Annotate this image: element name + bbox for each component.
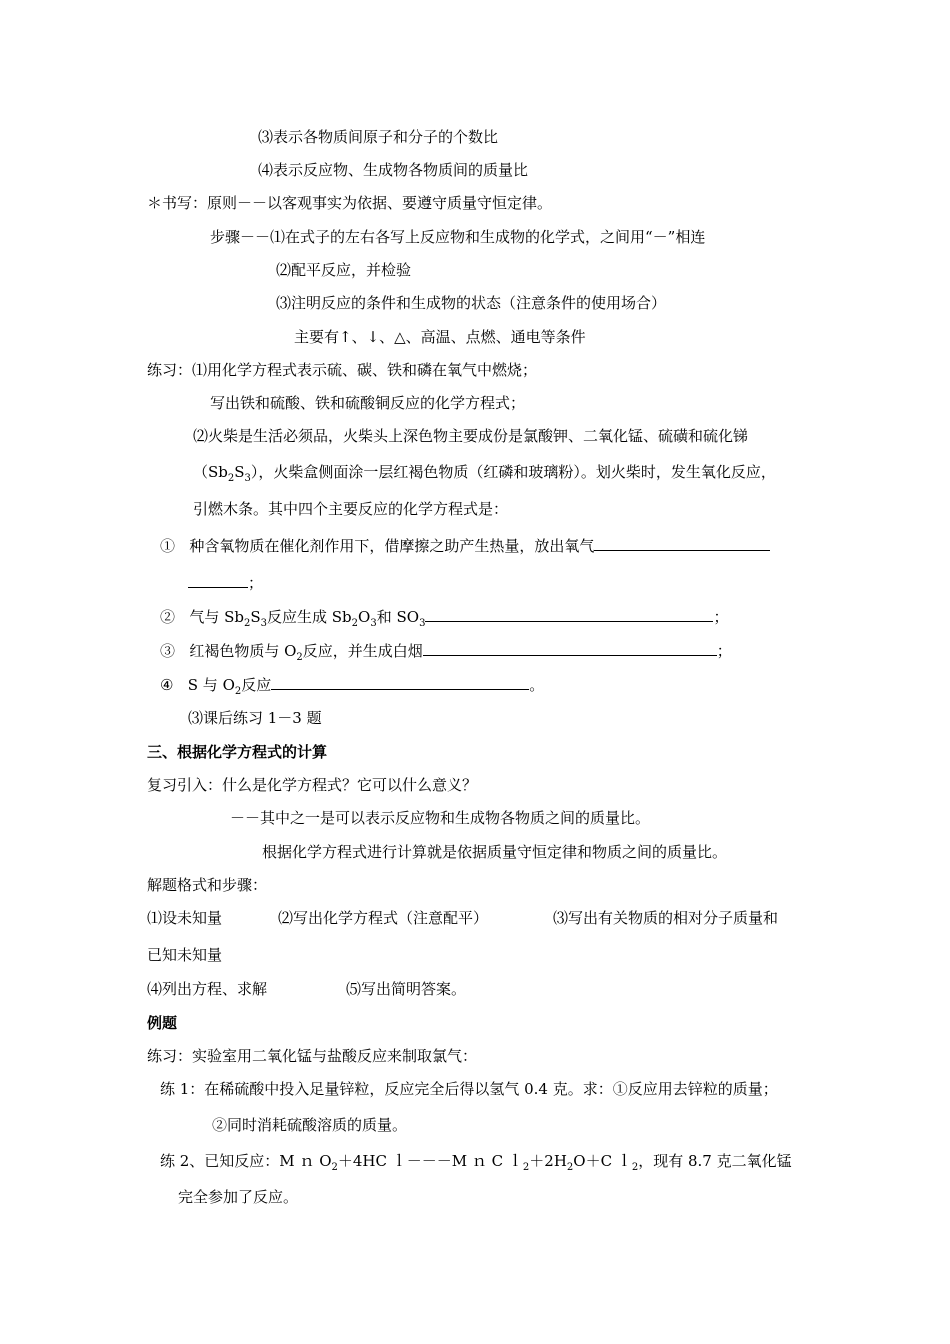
line-mass-ratio: ⑷表示反应物、生成物各物质间的质量比 [258, 161, 529, 179]
line-review-intro: 复习引入：什么是化学方程式？它可以什么意义？ [147, 776, 478, 794]
line-step-3: ⑶注明反应的条件和生成物的状态（注意条件的使用场合） [276, 294, 667, 312]
step-2: ⑵写出化学方程式（注意配平） [278, 909, 489, 927]
answer-blank-3[interactable] [423, 640, 717, 656]
line-exercise-1: 练习：⑴用化学方程式表示硫、碳、铁和磷在氧气中燃烧； [147, 361, 538, 379]
line-steps-title: 解题格式和步骤： [147, 876, 268, 894]
step-5: ⑸写出简明答案。 [346, 980, 467, 998]
line-review-answer: －－其中之一是可以表示反应物和生成物各物质之间的质量比。 [230, 809, 651, 827]
line-conditions: 主要有↑、↓、△、高温、点燃、通电等条件 [294, 328, 586, 346]
practice-2: 练 2、已知反应：M ｎ $O_2+4HC$ ｌ－－－M ｎ C $l_2+2H_2O+C$ ｌ$_2$，现有 8.7 克二氧化锰 [160, 1152, 792, 1173]
question-1: ① 种含氧物质在催化剂作用下，借摩擦之助产生热量，放出氧气 [160, 535, 770, 556]
step-4: ⑷列出方程、求解 [147, 980, 268, 998]
answer-blank-2[interactable] [425, 606, 713, 622]
step-3: ⑶写出有关物质的相对分子质量和 [553, 909, 779, 927]
line-step-2: ⑵配平反应，并检验 [276, 261, 412, 279]
question-2: ② 气与 $Sb_2S_3$反应生成 $Sb_2O_3$和 $SO_3$ ； [160, 608, 729, 629]
line-exercise-2c: 引燃木条。其中四个主要反应的化学方程式是： [193, 500, 509, 518]
line-homework: ⑶课后练习 1－3 题 [188, 709, 322, 727]
answer-blank-4[interactable] [271, 674, 529, 690]
line-exercise-2: ⑵火柴是生活必须品，火柴头上深色物主要成份是氯酸钾、二氧化锰、硫磺和硫化锑 [193, 427, 749, 445]
practice-2b: 完全参加了反应。 [178, 1188, 299, 1206]
line-numerical-meaning: ⑶表示各物质间原子和分子的个数比 [258, 128, 499, 146]
line-step-1: 步骤－－⑴在式子的左右各写上反应物和生成物的化学式，之间用“－”相连 [210, 228, 706, 246]
step-1: ⑴设未知量 [147, 909, 223, 927]
line-writing-principle: ＊书写：原则－－以客观事实为依据、要遵守质量守恒定律。 [147, 194, 553, 212]
answer-blank-1b[interactable] [188, 572, 248, 588]
question-4: ④ S 与 $O_2$反应 。 [160, 676, 545, 697]
line-exercise-2b: $(Sb_2S_3)$，火柴盒侧面涂一层红褐色物质（红磷和玻璃粉）。划火柴时，发生氧化反应， [193, 463, 776, 484]
answer-blank-1[interactable] [594, 535, 770, 551]
practice-1: 练 1：在稀硫酸中投入足量锌粒，反应完全后得以氢气 0.4 克。求：①反应用去锌粒的质量； [160, 1080, 778, 1098]
line-exercise-1b: 写出铁和硫酸、铁和硫酸铜反应的化学方程式； [210, 394, 526, 412]
example-heading: 例题 [147, 1014, 178, 1032]
step-3-cont: 已知未知量 [147, 946, 223, 964]
question-1-cont: ； [188, 572, 263, 593]
section-heading-3: 三、根据化学方程式的计算 [147, 743, 328, 761]
question-3: ③ 红褐色物质与 $O_2$反应，并生成白烟 ； [160, 642, 732, 663]
line-practice-intro: 练习：实验室用二氧化锰与盐酸反应来制取氯气： [147, 1047, 478, 1065]
line-calc-basis: 根据化学方程式进行计算就是依据质量守恒定律和物质之间的质量比。 [262, 843, 728, 861]
practice-1b: ②同时消耗硫酸溶质的质量。 [212, 1116, 408, 1134]
